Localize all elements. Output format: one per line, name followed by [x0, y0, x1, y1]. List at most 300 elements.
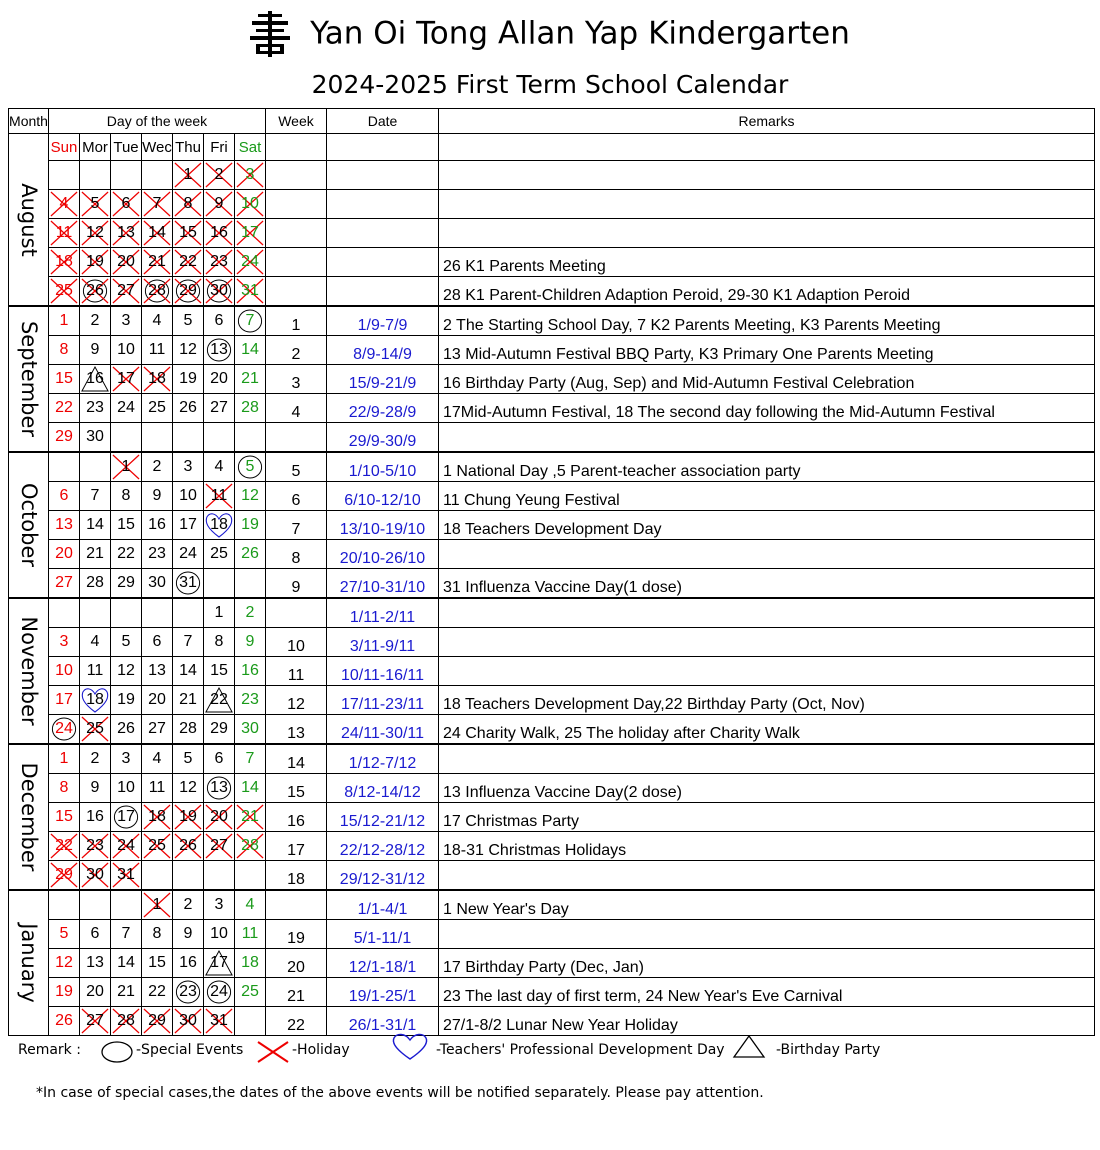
day-cell [204, 248, 235, 277]
weekday-2: Tue [111, 134, 142, 161]
day-cell [111, 365, 142, 394]
day-number: 12 [179, 341, 197, 358]
date-range: 3/11-9/11 [327, 628, 439, 657]
day-number: 18 [86, 691, 104, 708]
day-number: 16 [210, 224, 228, 241]
day-number: 15 [148, 954, 166, 971]
week-number: 1 [266, 306, 327, 336]
date-range [327, 161, 439, 190]
weekday-0: Sun [49, 134, 80, 161]
day-number: 5 [183, 312, 193, 329]
date-range: 27/10-31/10 [327, 569, 439, 599]
day-cell [173, 336, 204, 365]
day-cell [204, 949, 235, 978]
day-cell [235, 686, 266, 715]
day-number: 25 [210, 545, 228, 562]
day-number: 4 [214, 458, 224, 475]
remark-text: 28 K1 Parent-Children Adaption Peroid, 29-30 K1 Adaption Peroid [439, 277, 1095, 307]
day-cell [204, 540, 235, 569]
day-cell [142, 832, 173, 861]
day-number: 16 [86, 370, 104, 387]
day-cell [173, 774, 204, 803]
day-cell [80, 161, 111, 190]
day-number: 17 [55, 691, 73, 708]
day-cell [111, 1007, 142, 1036]
date-range: 6/10-12/10 [327, 482, 439, 511]
day-cell [142, 920, 173, 949]
day-number: 24 [117, 399, 135, 416]
day-number: 4 [59, 195, 69, 212]
day-cell [80, 569, 111, 599]
day-number: 12 [55, 954, 73, 971]
day-number: 19 [117, 691, 135, 708]
day-cell [235, 394, 266, 423]
day-cell [111, 248, 142, 277]
day-cell [235, 832, 266, 861]
day-cell [80, 1007, 111, 1036]
day-cell [80, 890, 111, 920]
day-number: 27 [148, 720, 166, 737]
day-number: 29 [55, 428, 73, 445]
day-number: 20 [210, 370, 228, 387]
day-number: 21 [148, 253, 166, 270]
calendar-title: 2024-2025 First Term School Calendar [311, 70, 789, 99]
day-number: 28 [86, 574, 104, 591]
date-range: 26/1-31/1 [327, 1007, 439, 1036]
day-cell [173, 686, 204, 715]
day-number: 19 [179, 370, 197, 387]
day-cell [142, 452, 173, 482]
holiday-cross-icon [256, 1040, 290, 1064]
week-number: 2 [266, 336, 327, 365]
remark-text: 18 Teachers Development Day [439, 511, 1095, 540]
day-number: 18 [210, 516, 228, 533]
day-cell [173, 1007, 204, 1036]
day-cell [111, 452, 142, 482]
day-number: 5 [90, 195, 100, 212]
day-cell [49, 511, 80, 540]
day-cell [49, 949, 80, 978]
day-cell [49, 628, 80, 657]
day-number: 28 [179, 720, 197, 737]
week-number: 6 [266, 482, 327, 511]
remark-text: 17Mid-Autumn Festival, 18 The second day following the Mid-Autumn Festival [439, 394, 1095, 423]
day-number: 23 [86, 399, 104, 416]
day-number: 27 [55, 574, 73, 591]
day-number: 17 [241, 224, 259, 241]
date-range: 29/12-31/12 [327, 861, 439, 891]
day-number: 2 [183, 896, 193, 913]
day-number: 18 [148, 370, 166, 387]
day-cell [111, 306, 142, 336]
week-number: 19 [266, 920, 327, 949]
day-cell [235, 161, 266, 190]
date-range: 13/10-19/10 [327, 511, 439, 540]
day-number: 15 [117, 516, 135, 533]
day-cell [204, 598, 235, 628]
day-number: 22 [117, 545, 135, 562]
day-cell [49, 277, 80, 307]
remark-text: 17 Christmas Party [439, 803, 1095, 832]
day-cell [173, 423, 204, 453]
day-number: 3 [245, 166, 255, 183]
day-number: 26 [241, 545, 259, 562]
day-cell [235, 920, 266, 949]
remark-text [439, 744, 1095, 774]
header-row [9, 109, 1095, 134]
remark-text: 16 Birthday Party (Aug, Sep) and Mid-Autumn Festival Celebration [439, 365, 1095, 394]
day-number: 24 [117, 837, 135, 854]
day-cell [235, 540, 266, 569]
day-cell [111, 628, 142, 657]
day-number: 29 [210, 720, 228, 737]
school-name: Yan Oi Tong Allan Yap Kindergarten [310, 15, 850, 52]
school-logo-icon [250, 11, 290, 57]
day-number: 30 [86, 428, 104, 445]
month-label [9, 598, 49, 744]
day-cell [111, 657, 142, 686]
day-cell [235, 511, 266, 540]
day-cell [49, 219, 80, 248]
remark-text: 13 Mid-Autumn Festival BBQ Party, K3 Primary One Parents Meeting [439, 336, 1095, 365]
day-number: 1 [183, 166, 193, 183]
day-cell [80, 657, 111, 686]
day-cell [111, 774, 142, 803]
day-cell [235, 277, 266, 307]
day-number: 17 [179, 516, 197, 533]
day-number: 21 [86, 545, 104, 562]
remark-text: 13 Influenza Vaccine Day(2 dose) [439, 774, 1095, 803]
day-number: 2 [245, 604, 255, 621]
remark-text: 24 Charity Walk, 25 The holiday after Charity Walk [439, 715, 1095, 745]
remark-text [439, 628, 1095, 657]
date-range [327, 190, 439, 219]
day-number: 7 [121, 925, 131, 942]
day-cell [49, 920, 80, 949]
legend-birthday: -Birthday Party [776, 1042, 881, 1058]
day-number: 24 [179, 545, 197, 562]
day-number: 5 [121, 633, 131, 650]
weekday-row [9, 134, 1095, 161]
day-number: 7 [183, 633, 193, 650]
day-number: 25 [148, 399, 166, 416]
day-cell [235, 452, 266, 482]
day-cell [80, 219, 111, 248]
day-cell [49, 744, 80, 774]
day-number: 23 [241, 691, 259, 708]
day-number: 22 [210, 691, 228, 708]
day-number: 20 [148, 691, 166, 708]
day-cell [142, 744, 173, 774]
calendar-row [9, 598, 1095, 628]
day-cell [204, 920, 235, 949]
calendar-row [9, 569, 1095, 599]
day-number: 12 [179, 779, 197, 796]
day-cell [235, 803, 266, 832]
day-cell [111, 540, 142, 569]
day-number: 16 [179, 954, 197, 971]
day-number: 2 [152, 458, 162, 475]
dev-day-heart-icon [390, 1032, 430, 1062]
day-cell [235, 219, 266, 248]
day-cell [111, 890, 142, 920]
day-cell [204, 744, 235, 774]
day-number: 30 [148, 574, 166, 591]
calendar-row [9, 774, 1095, 803]
day-cell [142, 306, 173, 336]
day-number: 29 [55, 866, 73, 883]
day-number: 9 [90, 341, 100, 358]
day-cell [142, 277, 173, 307]
day-cell [204, 511, 235, 540]
day-cell [111, 803, 142, 832]
day-cell [204, 190, 235, 219]
day-cell [142, 482, 173, 511]
day-cell [173, 978, 204, 1007]
week-number [266, 248, 327, 277]
day-cell [80, 394, 111, 423]
day-cell [142, 890, 173, 920]
day-number: 11 [55, 224, 73, 241]
day-number: 22 [179, 253, 197, 270]
day-number: 13 [210, 341, 228, 358]
date-range: 22/9-28/9 [327, 394, 439, 423]
legend-dev-day: -Teachers' Professional Development Day [436, 1042, 725, 1058]
empty-remark-cell [439, 134, 1095, 161]
day-cell [235, 365, 266, 394]
day-cell [204, 628, 235, 657]
remark-text: 2 The Starting School Day, 7 K2 Parents Meeting, K3 Parents Meeting [439, 306, 1095, 336]
day-cell [142, 949, 173, 978]
day-number: 12 [117, 662, 135, 679]
day-number: 22 [55, 399, 73, 416]
day-cell [204, 336, 235, 365]
day-cell [204, 832, 235, 861]
day-cell [173, 394, 204, 423]
date-range: 12/1-18/1 [327, 949, 439, 978]
day-number: 1 [214, 604, 224, 621]
day-cell [173, 715, 204, 745]
day-cell [80, 598, 111, 628]
day-cell [49, 686, 80, 715]
day-number: 18 [55, 253, 73, 270]
day-cell [173, 569, 204, 599]
day-cell [49, 248, 80, 277]
day-number: 6 [121, 195, 131, 212]
date-range: 10/11-16/11 [327, 657, 439, 686]
day-cell [204, 569, 235, 599]
day-number: 8 [214, 633, 224, 650]
day-number: 9 [152, 487, 162, 504]
day-number: 16 [86, 808, 104, 825]
date-range: 24/11-30/11 [327, 715, 439, 745]
day-cell [204, 1007, 235, 1036]
remark-text: 23 The last day of first term, 24 New Year's Eve Carnival [439, 978, 1095, 1007]
day-cell [49, 715, 80, 745]
month-name: January [16, 923, 41, 1003]
day-number: 15 [55, 808, 73, 825]
day-number: 8 [59, 341, 69, 358]
day-number: 19 [241, 516, 259, 533]
calendar-row [9, 248, 1095, 277]
day-cell [204, 394, 235, 423]
date-range: 22/12-28/12 [327, 832, 439, 861]
header-remarks: Remarks [439, 109, 1095, 134]
day-number: 1 [121, 458, 131, 475]
remark-text [439, 161, 1095, 190]
week-number: 13 [266, 715, 327, 745]
day-cell [173, 219, 204, 248]
day-number: 24 [241, 253, 259, 270]
day-number: 11 [86, 662, 104, 679]
day-cell [80, 423, 111, 453]
day-number: 13 [210, 779, 228, 796]
day-number: 5 [183, 750, 193, 767]
remark-text: 27/1-8/2 Lunar New Year Holiday [439, 1007, 1095, 1036]
day-number: 1 [59, 312, 69, 329]
legend-title: Remark : [18, 1042, 81, 1058]
weekday-5: Fri [204, 134, 235, 161]
day-number: 17 [117, 808, 135, 825]
date-range: 17/11-23/11 [327, 686, 439, 715]
month-label [9, 306, 49, 452]
day-number: 24 [55, 720, 73, 737]
day-number: 6 [59, 487, 69, 504]
week-number: 7 [266, 511, 327, 540]
day-cell [173, 190, 204, 219]
date-range: 20/10-26/10 [327, 540, 439, 569]
day-cell [173, 861, 204, 891]
day-number: 9 [245, 633, 255, 650]
day-cell [80, 920, 111, 949]
day-cell [204, 657, 235, 686]
day-number: 31 [210, 1012, 228, 1029]
day-cell [204, 978, 235, 1007]
day-number: 20 [210, 808, 228, 825]
day-cell [142, 569, 173, 599]
day-cell [235, 598, 266, 628]
day-number: 15 [55, 370, 73, 387]
day-number: 27 [210, 399, 228, 416]
weekday-6: Sat [235, 134, 266, 161]
calendar-row [9, 190, 1095, 219]
day-number: 8 [152, 925, 162, 942]
day-cell [235, 890, 266, 920]
day-number: 14 [241, 341, 259, 358]
day-cell [49, 365, 80, 394]
day-cell [173, 832, 204, 861]
week-number: 8 [266, 540, 327, 569]
day-cell [49, 452, 80, 482]
day-cell [49, 482, 80, 511]
day-number: 10 [179, 487, 197, 504]
week-number: 9 [266, 569, 327, 599]
week-number: 4 [266, 394, 327, 423]
day-number: 10 [117, 341, 135, 358]
day-number: 6 [214, 312, 224, 329]
day-cell [80, 511, 111, 540]
day-number: 23 [148, 545, 166, 562]
day-cell [235, 190, 266, 219]
month-label [9, 452, 49, 598]
day-cell [142, 423, 173, 453]
day-cell [204, 890, 235, 920]
day-number: 21 [241, 808, 259, 825]
calendar-table [8, 108, 1095, 1036]
week-number [266, 190, 327, 219]
day-number: 9 [183, 925, 193, 942]
week-number [266, 598, 327, 628]
day-cell [173, 248, 204, 277]
day-cell [204, 686, 235, 715]
weekday-3: Wec [142, 134, 173, 161]
date-range: 29/9-30/9 [327, 423, 439, 453]
week-number [266, 277, 327, 307]
day-number: 27 [86, 1012, 104, 1029]
empty-date-cell [327, 134, 439, 161]
day-cell [80, 628, 111, 657]
week-number: 11 [266, 657, 327, 686]
date-range [327, 219, 439, 248]
day-cell [235, 1007, 266, 1036]
empty-week-cell [266, 134, 327, 161]
day-number: 12 [241, 487, 259, 504]
day-number: 1 [152, 896, 162, 913]
calendar-row [9, 890, 1095, 920]
day-cell [80, 803, 111, 832]
day-number: 11 [148, 779, 166, 796]
day-cell [173, 628, 204, 657]
calendar-row [9, 277, 1095, 307]
remark-text: 18 Teachers Development Day,22 Birthday Party (Oct, Nov) [439, 686, 1095, 715]
day-cell [204, 482, 235, 511]
date-range: 1/9-7/9 [327, 306, 439, 336]
day-number: 8 [59, 779, 69, 796]
day-cell [204, 452, 235, 482]
day-cell [80, 715, 111, 745]
day-cell [111, 190, 142, 219]
day-cell [80, 482, 111, 511]
day-number: 29 [179, 282, 197, 299]
week-number [266, 890, 327, 920]
date-range: 5/1-11/1 [327, 920, 439, 949]
day-number: 28 [148, 282, 166, 299]
day-cell [173, 306, 204, 336]
day-number: 3 [183, 458, 193, 475]
day-number: 26 [117, 720, 135, 737]
day-number: 31 [241, 282, 259, 299]
day-cell [142, 365, 173, 394]
header-days-of-week: Day of the week [49, 109, 266, 134]
day-number: 6 [152, 633, 162, 650]
day-cell [142, 861, 173, 891]
day-number: 1 [59, 750, 69, 767]
day-cell [173, 452, 204, 482]
weekday-4: Thu [173, 134, 204, 161]
day-number: 16 [241, 662, 259, 679]
day-cell [49, 161, 80, 190]
day-number: 7 [152, 195, 162, 212]
day-number: 6 [90, 925, 100, 942]
special-event-circle-icon [100, 1040, 134, 1064]
day-cell [111, 598, 142, 628]
day-cell [111, 978, 142, 1007]
day-cell [49, 803, 80, 832]
calendar-row [9, 482, 1095, 511]
day-number: 14 [148, 224, 166, 241]
day-cell [204, 306, 235, 336]
day-cell [204, 365, 235, 394]
